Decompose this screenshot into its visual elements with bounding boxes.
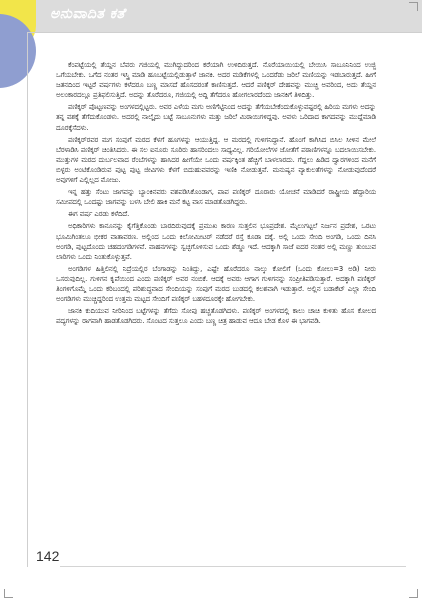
running-head: ಅನುವಾದಿತ ಕತೆ (50, 6, 126, 22)
paragraph: ಕೆಂಪಟ್ಟೆಯಲ್ಲಿ ತೆಯ್ದನ ಬೆವರು ಗಜಿಯಲ್ಲಿ ಮುಗಿದ್ದುದರಿಂದ ಕರೆಯಾಗಿ ಉಳಿದಿರುತ್ತದೆ. ನೊರೆಯಾಯಿಯಲ್ಲಿ ಬೇಯಿಸಿ ಸಾಬೂನಿನಿಂದ ಉಜ್ಜಿ ಒಗೆಯಬೇಕು. ಒಗೆದ ನಂತರ ಇಸ್ತ್ರಿ ಮಾಡಿ ಹೂಬಟ್ಟೆಯಲ್ಲಿಡುತ್ತಾಳೆ ಜಾನಕಿ. ಅದರ ಮಡಿಕೆಗಳಲ್ಲಿ ಒಂದರೆಡು ಜರಿಲೆ ಮಣಿಯನ್ನು ಇಡಬಾರುತ್ತದೆ. ಹೀಗೆ ಜತನದಿಂದ ಇಟ್ಟರೆ ವರ್ಷಗಳು ಕಳೆದರೂ ಬಣ್ಣ ಮಾಸದೆ ಹೊಸದರಂತೆ ಕಾಣಿಸುತ್ತದೆ. ಆದರೆ ಪಣಿಕ್ಕರ್ ದೇಹವನ್ನು ಮುಚ್ಚಿ ಅವರಿಂದ, ಅದು ತೆಯ್ದನ ಅಲಂಕಾರದಲ್ಲೂ ಪ್ರತಿಫಲಿಸುತ್ತಿದೆ. ಅದನ್ನು ತೊರೆದರೂ, ಗಜಿಯಲ್ಲಿ ಅದ್ದಿ ತೆಗೆದರೂ ಹೋಗಲಾರದೆಂದು ಜಾನಕಿಗೆ ತಿಳಿದಿತ್ತು. (56, 61, 376, 100)
paragraph: ಅಧಿಕಾರಿಗಳು ಕಾನೂನನ್ನು ಕೈಗೆತ್ತಿಕೊಂಡು ಬಾರದಿರುವುದಕ್ಕೆ ಪ್ರಮುಖ ಕಾರಣ ಸುತ್ತಲಿನ ಭೂಪ್ರದೇಶ. ಮೈಲುಗಟ್ಟಲೆ ನಿರ್ಜನ ಪ್ರದೇಶ, ಒರಟು ಭೂಮಿಗಿಂತಲೂ ಭೀಕರ ವಾತಾವರಣ. ಅಲ್ಲಿಂದ ಒಂದು ಕಿಲೋಮೀಟರ್ ನಡೆದರೆ ರಸ್ತೆ ಕೂಡಾ ದಕ್ಕೆ. ಅಲ್ಲಿ ಒಂದು ಸೇಂದಿ ಅಂಗಡಿ, ಒಂದು ದಿನಸಿ ಅಂಗಡಿ, ಪುಟ್ಟದೊಂದು ಚಹದಂಗಡಿಗಳವೆ. ವಾಹನಗಳನ್ನು ಸ್ವಚ್ಛಗೊಳಿಸುವ ಒಂದು ಶೆಡ್ಡೂ ಇದೆ. ಆದಕ್ಕಾಗಿ ಸಾಜೆ ಐದರ ನಂತರ ಅಲ್ಲಿ ಮಣ್ಣು ತುಂಬುವ ಲಾರಿಗಳು ಒಂದು ನಿಂತುಕೊಳ್ಳುತ್ತವೆ. (56, 222, 376, 261)
paragraph: ಜಾನಕಿ ಕುದಿಯುವ ನೀರಿನಿಂದ ಬಟ್ಟೆಗಳನ್ನು ತೆಗೆದು ಸೋಪು ಹಚ್ಚತೊಡಗಿದಳು. ಪಣಿಕ್ಕರ್ ಅಂಗಳದಲ್ಲಿ ಕಾಲು ಚಾಚಿ ಕುಳಿತು ಹೊಸ ಕೋಲದ ಪದ್ಯಗಳನ್ನು ರಾಗವಾಗಿ ಹಾಡತೊಡಗಿದರು. ಸೊಂಟದ ಸುತ್ತಲೂ ಎಂದು ಬಣ್ಣ ಚಿತ್ರ ಹಾಡುವ ಆದೂ ಬೇಡ ಕೊಳ ಈ ಭಾಗವಡಿ. (56, 307, 376, 326)
page-number: 142 (36, 548, 60, 564)
paragraph: ಅಂಗಡಿಗಳ ಹಿತ್ತಿಲಿನಲ್ಲಿ ನಿದ್ರೆಯಲ್ಲಿರ ಬೆಂಗಾಡನ್ನು ನಿಂತಿದ್ದು, ಎಷ್ಟೇ ಹೊರೆದರೂ ನಾಲ್ಕು ಕೋಲಿಗೆ (ಒಂದು ಕೋಲು=3 ಅಡಿ) ನೀರು ಒಸರುವುದಿಲ್ಲ. ಗುಳಿಗನ ಕೃಪೆಯಿಂದ ಎಂದು ಪಣಿಕ್ಕರ್ ಅವರ ನಂಬಿಕೆ. ಆದಕ್ಕೆ ಅವರು ಆಗಾಗ ಗುಳಿಗನನ್ನು ಸಂಪ್ರೀತಿಪಡಿಸುತ್ತಾರೆ. ಅದಕ್ಕಾಗಿ ಪಣಿಕ್ಕರ್ ತಿಂಗಳಿಗೊಮ್ಮೆ ಒಂದು ಕರಿಬಂದಲ್ಲಿ ಪರಿಶುದ್ಧವಾದ ಸೇಂದಿಯನ್ನು ಸಂಪುಗೆ ಮರದ ಬುಡದಲ್ಲಿ ಕಲಶವಾಗಿ ಇಡುತ್ತಾರೆ. ಅಲ್ಲಿನ ಬಡಾಕೆಟ್ ಎಲ್ಲಾ ಸೇಂದಿ ಅಂಗಡಿಗಳು ಮುಚ್ಚಿದ್ದರಿಂದ ಉತ್ತಮ ಮಟ್ಟದ ಸೇಂದಿಗೆ ಪಣಿಕ್ಕರ್ ಬಹಳದೂರಕ್ಕೇ ಹೋಗಬೇಕು. (56, 264, 376, 304)
footer-rule (60, 566, 406, 567)
crop-mark (409, 589, 418, 598)
crop-mark (4, 589, 13, 598)
crop-mark (409, 2, 418, 11)
paragraph: ಇನ್ನ ಹತ್ತು ಸೆಂಟು ಜಾಗವನ್ನು ಬ್ಯಾಂಕಿನವರು ವಶಪಡಿಸಿಕೊಂಡಾಗ, ಪಾಪ ಪಣಿಕ್ಕರ್ ದೂರಾರು ಯೋಚನೆ ಮಾಡಿದರೆ ರಾಷ್ಟ್ರೀಯ ಹೆದ್ದಾರಿಯ ಸಮೀಪದಲ್ಲಿ ಒಂದಷ್ಟು ಜಾಗವನ್ನು ಬಳಸಿ ಬೇಲಿ ಹಾಕಿ ಮನೆ ಕಟ್ಟ ವಾಸ ಮಾಡತೊಡಗಿದ್ದರು. (56, 188, 376, 207)
paragraph: ಪಣಿಕ್ಕರ್ ಪೊಟ್ಟಣವನ್ನು ಅಂಗಳದಲ್ಲಿಟ್ಟರು. ಅವರ ಎಳೆಯ ಮಗು ಅಣಿಗೆಟ್ಟಿನಿಂದ ಅದನ್ನು ತೆಗೆಯಬೇಕೆಂದುಕೊಳ್ಳುವಷ್ಟರಲ್ಲಿ ಹಿರಿಯ ಮಗಳು ಅದನ್ನು ತನ್ನ ವಶಕ್ಕೆ ತೆಗೆದುಕೊಂಡಳು. ಅದರಲ್ಲಿ ನಾಲ್ಕೈದು ಬಟ್ಟೆ ಸಾಬೂನುಗಳು ಮತ್ತು ಜರಿಲೆ ಮಿಠಾಯಿಗಳಿದ್ದವು. ಅವಳು ಒರಿದಾದ ಕಾಗದವನ್ನು ಮುದ್ದೆಮಾಡಿ ದೂರಕ್ಕೆಸೆದಳು. (56, 103, 376, 132)
paragraph: ಪಣಿಕ್ಕರ್‌ರವರ ಮಗ ಸಂಪುಗೆ ಮರದ ಕೆಳಗೆ ಹೂಗಳನ್ನು ಆಯುತ್ತಿದ್ದ. ಆ ಮರದಲ್ಲಿ ಗುಳಿಗನಿದ್ದಾನೆ. ಹೊಂಗೆ ಕಾಗಿಸಿದ ಬಿಸಿಲ ಸೀಳಿನ ಮೇಲೆ ಬೆರಳಾಡಿಸಿ ಪಣಿಕ್ಕರ್ ಚಿಂತಿಸಿದರು. ಈ ಸಲ ಐನೂರು ಸೂರಿರು ಹಾಸರಿಂದಲು ಸಾಧ್ಯವಿಲ್ಲ. ಗರಿಯೋಲೆಗಳ ಜೋತೆಗೆ ಪಠಾಣಿಗಳನ್ನೂ ಬದಲಾಯಿಸಬೇಕು. ಮುತ್ತುಗಳ ಮರದ ದುರ್ಬಲವಾದ ರೆಂಬೆಗಳನ್ನು ಹಾಸಿದರ ಹೀಗೆಯೇ ಒಂದು ವರ್ಷಕ್ಕಿಂತ ಹೆಚ್ಚಿಗೆ ಬಾಳಲಾರದು. ಗೆದ್ದಲು ಹಿಡಿದ ದ್ವಾರಗಳಿಂದ ಮನೆಗೆ ಬಿಳ್ಳರು ಅಂಟಿಕೊಂಡಿರುವ ಪುಟ್ಟ ಪುಟ್ಟ ಜೀವಿಗಳು ಕೆಳಗೆ ಬಿದುಹುವವರನ್ನು ಇಣಿಕಿ ನೋಡುತ್ತವೆ. ಮನುಷ್ಯನ ವ್ಯಾಕುಲತೆಗಳನ್ನು ನೋಡುವುದೆಂದರೆ ಅವುಗಳಿಗೆ ಎಲ್ಲಿಲ್ಲದ ಮೋಜು. (56, 135, 376, 185)
paragraph: ಈಗ ವರ್ಷ ಎರಡು ಕಳೆದಿದೆ. (68, 210, 130, 219)
body-text (56, 60, 376, 328)
